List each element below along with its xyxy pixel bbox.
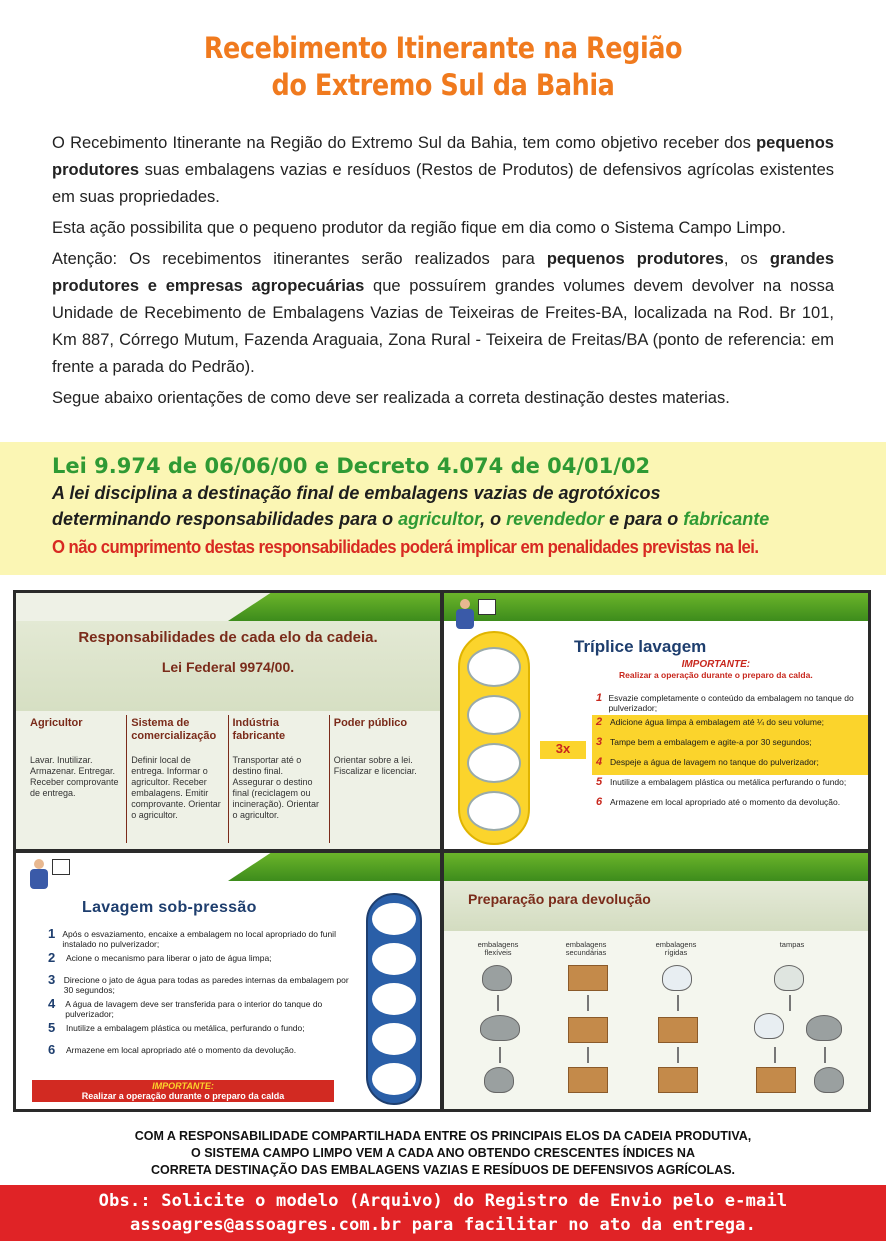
intro-p1-c: suas embalagens vazias e resíduos (Restos de Produtos) de defensivos agrícolas existentes em suas propriedades. [52, 161, 834, 206]
list-item [44, 973, 360, 997]
step-number: 1 [48, 926, 56, 941]
column-text: Transportar até o destino final. Assegurar o destino final (reciclagem ou incineração). Orientar o agricultor. [232, 755, 320, 820]
closing-line-3: CORRETA DESTINAÇÃO DAS EMBALAGENS VAZIAS E RESÍDUOS DE DEFENSIVOS AGRÍCOLAS. [150, 1163, 736, 1177]
secondary-packaging-icon [568, 965, 608, 991]
pressure-wash-heading: Lavagem sob-pressão [82, 899, 257, 916]
important-label: IMPORTANTE: [152, 1081, 214, 1091]
panel-preparation [444, 853, 868, 1109]
law-warning: O não cumprimento destas responsabilidades poderá implicar em penalidades previstas na lei. [52, 537, 759, 557]
bottle-icon [754, 1013, 784, 1039]
intro-p3-e: que possuírem grandes volumes devem devolver na nossa Unidade de Recebimento de Embalagens Vazias de Teixeiras de Freites-BA, localizada na Rod. Br 101, Km 887, Córrego Mutum, Fazenda Araguaia, Zona Rural - Teixeira de Freitas/BA (ponto de referencia: em frente a parada do Pedrão). [52, 277, 834, 376]
green-stripe [444, 853, 868, 881]
column-industria [229, 715, 330, 843]
law-fabricante: fabricante [683, 509, 770, 529]
closing-statement [0, 1128, 886, 1179]
step-number: 5 [596, 776, 603, 788]
intro-p3-a: Atenção: Os recebimentos itinerantes serão realizados para [52, 250, 547, 268]
repeat-multiplier: 3x [540, 741, 586, 759]
law-sep-1: , o [480, 509, 507, 529]
responsibility-columns [26, 715, 430, 843]
preparation-heading: Preparação para devolução [468, 891, 651, 907]
law-agricultor: agricultor [398, 509, 481, 529]
panel-responsibilities [16, 593, 440, 849]
container-icon [467, 743, 521, 783]
arrow-down-icon [587, 995, 589, 1011]
triple-wash-important [619, 659, 813, 680]
list-item [592, 735, 868, 755]
column-title: Agricultor [30, 717, 83, 729]
intro-p1-bold: pequenos produtores [52, 134, 834, 179]
list-item [592, 775, 868, 795]
step-text: Acione o mecanismo para liberar o jato de água limpa; [66, 953, 272, 963]
intro-p1-a: O Recebimento Itinerante na Região do Extremo Sul da Bahia, tem como objetivo receber dos [52, 134, 757, 152]
column-text: Definir local de entrega. Informar o agricultor. Receber embalagens. Emitir comprovante. Orientar o agricultor. [131, 755, 221, 820]
arrow-down-icon [497, 995, 499, 1011]
intro-paragraph-1 [52, 130, 834, 211]
intro-paragraph-3 [52, 246, 834, 381]
board-icon [52, 859, 70, 875]
category-rigid-label: embalagens rígidas [655, 940, 697, 957]
green-stripe [16, 853, 440, 881]
arrow-down-icon [587, 1047, 589, 1063]
category-caps-label: tampas [779, 940, 805, 949]
obs-line-2: assoagres@assoagres.com.br para facilitar no ato da entrega. [129, 1215, 757, 1235]
arrow-down-icon [789, 995, 791, 1011]
list-item [592, 715, 868, 735]
pressure-wash-important [32, 1080, 334, 1102]
panel-triple-wash [444, 593, 868, 849]
step-text: Despeje a água de lavagem no tanque do pulverizador; [610, 757, 819, 767]
funnel-icon [372, 943, 416, 975]
arrow-down-icon [774, 1047, 776, 1063]
box-icon [568, 1067, 608, 1093]
column-agricultor [26, 715, 127, 843]
pressure-wash-steps [44, 927, 360, 1065]
bag-icon [806, 1015, 842, 1041]
intro-text [52, 130, 834, 416]
box-icon [756, 1067, 796, 1093]
step-number: 2 [596, 716, 603, 728]
step-text: Armazene em local apropriado até o momento da devolução. [66, 1045, 297, 1055]
bag-icon [484, 1067, 514, 1093]
law-line-2 [52, 506, 792, 532]
triple-wash-steps [592, 691, 868, 815]
step-number: 2 [48, 950, 56, 965]
presenter-icon [30, 859, 52, 889]
arrow-down-icon [677, 995, 679, 1011]
column-text: Lavar. Inutilizar. Armazenar. Entregar. Receber comprovante de entrega. [30, 755, 119, 798]
page-title [53, 30, 833, 104]
presenter-icon [456, 599, 478, 629]
law-line2-a: determinando responsabilidades para o [52, 509, 399, 529]
law-revendedor: revendedor [506, 509, 605, 529]
step-text: A água de lavagem deve ser transferida para o interior do tanque do pulverizador; [65, 999, 323, 1019]
step-text: Tampe bem a embalagem e agite-a por 30 segundos; [610, 737, 812, 747]
rigid-packaging-icon [662, 965, 692, 991]
green-stripe [16, 593, 440, 621]
step-text: Inutilize a embalagem plástica ou metálica perfurando o fundo; [610, 777, 847, 787]
arrow-down-icon [677, 1047, 679, 1063]
box-icon [568, 1017, 608, 1043]
panel-pressure-wash [16, 853, 440, 1109]
intro-p3-bold-2: grandes produtores e empresas agropecuárias [52, 250, 834, 295]
intro-p3-c: , os [723, 250, 770, 268]
caps-icon [774, 965, 804, 991]
box-icon [658, 1017, 698, 1043]
step-text: Direcione o jato de água para todas as paredes internas da embalagem por 30 segundos; [63, 975, 349, 995]
flexible-packaging-icon [482, 965, 512, 991]
intro-p3-bold-1: pequenos produtores [546, 250, 724, 268]
arrow-down-icon [824, 1047, 826, 1063]
category-flexible-label: embalagens flexíveis [477, 940, 519, 957]
pressure-wash-illustration [366, 893, 422, 1105]
closing-line-1: COM A RESPONSABILIDADE COMPARTILHADA ENTRE OS PRINCIPAIS ELOS DA CADEIA PRODUTIVA, [134, 1129, 752, 1143]
important-text: Realizar a operação durante o preparo da calda. [619, 670, 813, 680]
responsibilities-subheading: Lei Federal 9974/00. [161, 659, 295, 675]
container-icon [467, 695, 521, 735]
title-line-2: do Extremo Sul da Bahia [271, 68, 615, 102]
funnel-icon [372, 1023, 416, 1055]
intro-paragraph-4: Segue abaixo orientações de como deve ser realizada a correta destinação destes materias. [52, 389, 730, 407]
responsibilities-heading: Responsabilidades de cada elo da cadeia. [78, 629, 378, 646]
green-stripe [444, 593, 868, 621]
funnel-icon [372, 903, 416, 935]
list-item [44, 951, 360, 973]
step-text: Adicione água limpa à embalagem até ¼ do seu volume; [610, 717, 825, 727]
intro-paragraph-2: Esta ação possibilita que o pequeno produtor da região fique em dia como o Sistema Campo Limpo. [52, 219, 786, 237]
arrow-down-icon [499, 1047, 501, 1063]
triple-wash-heading: Tríplice lavagem [574, 637, 707, 656]
bag-icon [814, 1067, 844, 1093]
list-item [44, 1043, 360, 1065]
funnel-icon [372, 1063, 416, 1095]
bag-icon [480, 1015, 520, 1041]
container-icon [467, 647, 521, 687]
law-sep-2: e para o [604, 509, 684, 529]
closing-line-2: O SISTEMA CAMPO LIMPO VEM A CADA ANO OBTENDO CRESCENTES ÍNDICES NA [191, 1146, 695, 1160]
step-number: 3 [596, 736, 603, 748]
obs-banner [0, 1185, 886, 1241]
list-item [592, 795, 868, 815]
title-line-1: Recebimento Itinerante na Região [203, 31, 683, 65]
column-sistema [127, 715, 228, 843]
important-text: Realizar a operação durante o preparo da calda [81, 1091, 285, 1101]
column-text: Orientar sobre a lei. Fiscalizar e licenciar. [333, 755, 417, 776]
list-item [44, 1021, 360, 1043]
step-text: Esvazie completamente o conteúdo da embalagem no tanque do pulverizador; [608, 693, 854, 713]
board-icon [478, 599, 496, 615]
column-poder-publico [330, 715, 430, 843]
washing-illustration [458, 631, 530, 845]
step-text: Após o esvaziamento, encaixe a embalagem no local apropriado do funil instalado no pulverizador; [62, 929, 336, 949]
step-text: Armazene em local apropriado até o momento da devolução. [610, 797, 841, 807]
list-item [592, 755, 868, 775]
step-number: 6 [596, 796, 603, 808]
step-number: 4 [596, 756, 603, 768]
container-icon [467, 791, 521, 831]
obs-line-1: Obs.: Solicite o modelo (Arquivo) do Registro de Envio pelo e-mail [98, 1191, 788, 1211]
funnel-icon [372, 983, 416, 1015]
law-title: Lei 9.974 de 06/06/00 e Decreto 4.074 de 04/01/02 [52, 454, 651, 478]
law-line-1: A lei disciplina a destinação final de embalagens vazias de agrotóxicos [52, 483, 661, 503]
box-icon [658, 1067, 698, 1093]
step-number: 4 [48, 996, 56, 1011]
law-box [0, 442, 886, 575]
important-label: IMPORTANTE: [681, 659, 751, 670]
category-secondary-label: embalagens secundárias [565, 940, 607, 957]
column-title: Poder público [333, 717, 408, 729]
column-title: Sistema de comercialização [131, 717, 217, 742]
step-text: Inutilize a embalagem plástica ou metálica, perfurando o fundo; [66, 1023, 305, 1033]
list-item [44, 927, 360, 951]
step-number: 3 [48, 972, 56, 987]
column-title: Indústria fabricante [232, 717, 286, 742]
step-number: 1 [596, 692, 603, 704]
infographic-panels [13, 590, 871, 1112]
list-item [592, 691, 868, 715]
list-item [44, 997, 360, 1021]
step-number: 6 [48, 1042, 56, 1057]
step-number: 5 [48, 1020, 56, 1035]
